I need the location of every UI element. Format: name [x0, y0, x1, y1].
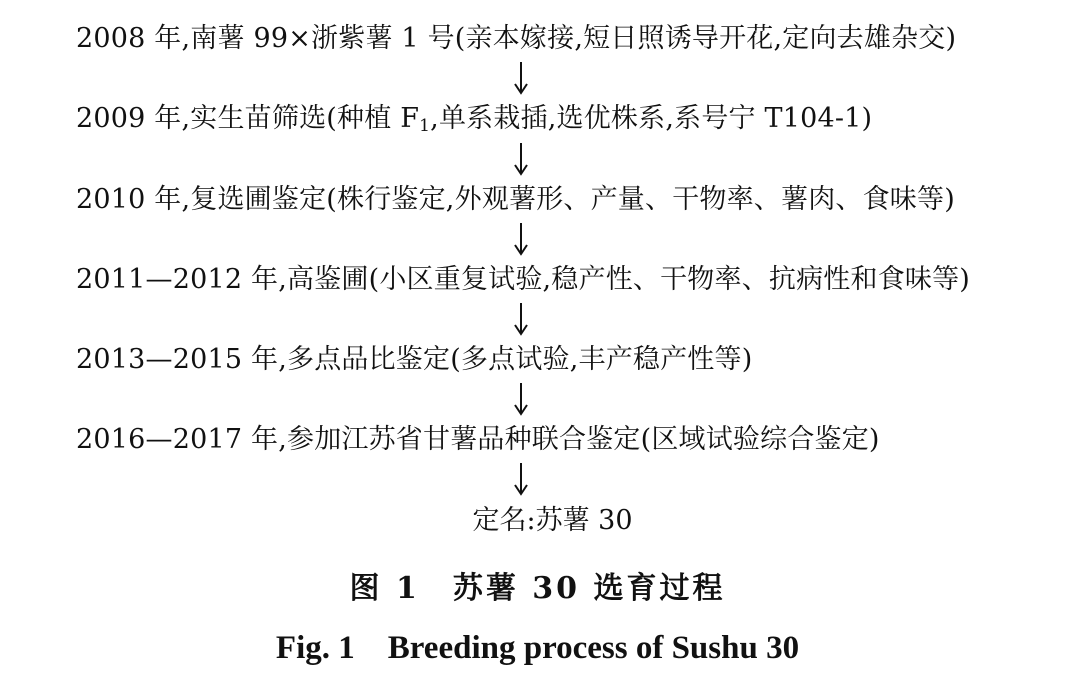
step-2008: 2008 年,南薯 99×浙紫薯 1 号(亲本嫁接,短日照诱导开花,定向去雄杂交) — [76, 23, 957, 54]
figure-caption-chinese: 图 1 苏薯 30 选育过程 — [349, 571, 726, 606]
step-2013-2015: 2013—2015 年,多点品比鉴定(多点试验,丰产稳产性等) — [76, 344, 753, 375]
down-arrow-icon — [506, 221, 536, 257]
step-2016-2017: 2016—2017 年,参加江苏省甘薯品种联合鉴定(区域试验综合鉴定) — [76, 424, 880, 455]
down-arrow-icon — [506, 301, 536, 337]
down-arrow-icon — [506, 60, 536, 96]
step-2009 — [76, 102, 872, 143]
step-2009-text-before: 2009 年,实生苗筛选(种植 F — [76, 103, 420, 134]
figure-caption-english: Fig. 1 Breeding process of Sushu 30 — [275, 630, 800, 666]
down-arrow-icon — [506, 141, 536, 177]
down-arrow-icon — [506, 461, 536, 497]
final-variety-name: 定名:苏薯 30 — [472, 505, 633, 536]
step-2009-text-after: ,单系栽插,选优株系,系号宁 T104-1) — [430, 103, 873, 134]
down-arrow-icon — [506, 381, 536, 417]
step-2011-2012: 2011—2012 年,高鉴圃(小区重复试验,稳产性、干物率、抗病性和食味等) — [76, 264, 971, 295]
step-2010: 2010 年,复选圃鉴定(株行鉴定,外观薯形、产量、干物率、薯肉、食味等) — [76, 184, 955, 215]
step-2009-subscript: 1 — [419, 116, 431, 136]
